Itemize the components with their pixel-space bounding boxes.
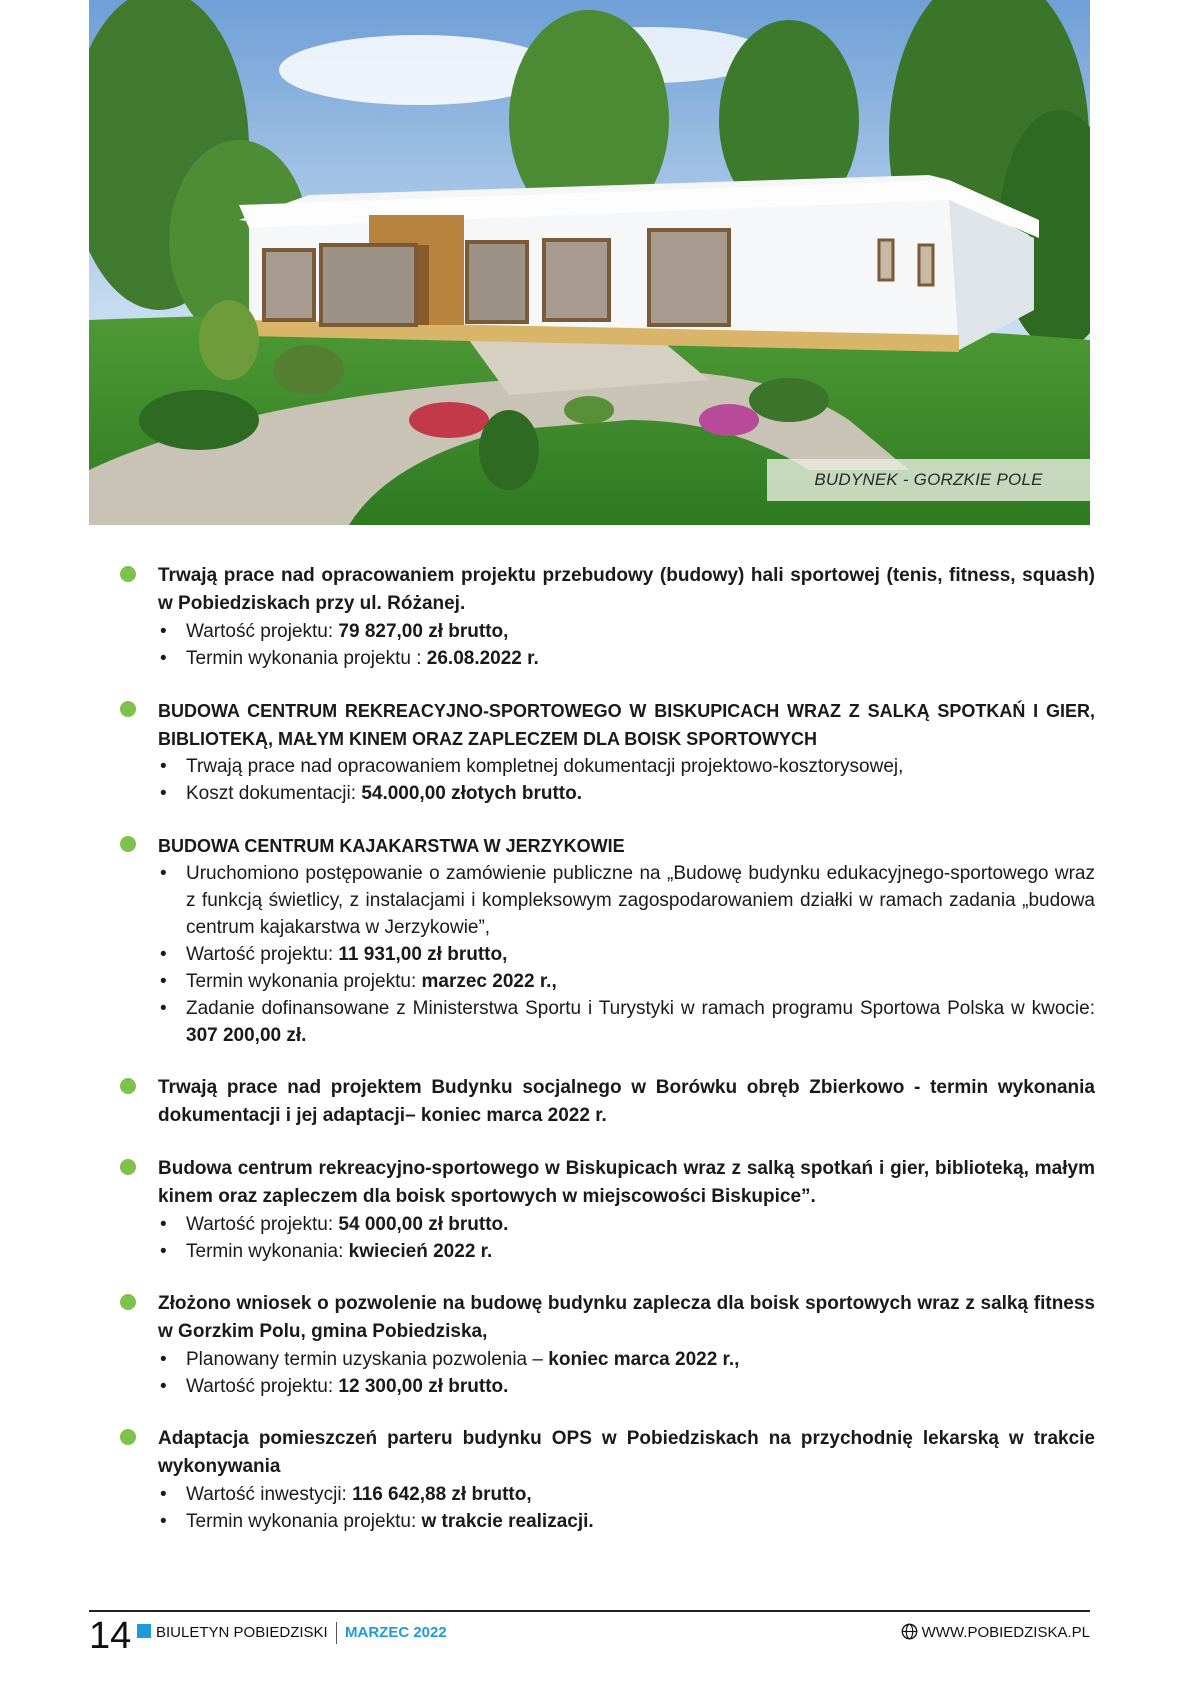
- footer-separator: [336, 1622, 337, 1644]
- item-text: Wartość projektu:: [186, 944, 339, 965]
- section-heading: Budowa centrum rekreacyjno-sportowego w Biskupicach wraz z salką spotkań i gier, biblioteką, małym kinem oraz zapleczem dla boisk sportowych w miejscowości Biskupice”.: [158, 1158, 1095, 1207]
- section-3: [120, 832, 1095, 1049]
- list-item: [158, 1508, 1095, 1535]
- list-item: [158, 1373, 1095, 1400]
- item-value: 54 000,00 zł brutto.: [338, 1214, 509, 1235]
- item-value: w trakcie realizacji.: [421, 1511, 594, 1532]
- photo-caption: BUDYNEK - GORZKIE POLE: [767, 459, 1090, 501]
- item-value: 12 300,00 zł brutto.: [338, 1376, 509, 1397]
- list-item: [158, 780, 1095, 807]
- section-heading: Trwają prace nad opracowaniem projektu przebudowy (budowy) hali sportowej (tenis, fitness, squash) w Pobiedziskach przy ul. Różanej.: [158, 565, 1095, 614]
- item-value: 11 931,00 zł brutto,: [338, 944, 508, 965]
- section-heading: BUDOWA CENTRUM KAJAKARSTWA W JERZYKOWIE: [158, 836, 625, 856]
- section-items: [120, 618, 1095, 672]
- item-text: Wartość projektu:: [186, 1376, 339, 1397]
- issue-date: MARZEC 2022: [345, 1624, 447, 1641]
- item-text: Termin wykonania projektu:: [186, 971, 422, 992]
- green-bullet-icon: [120, 701, 136, 717]
- green-bullet-icon: [120, 1159, 136, 1175]
- item-text: Trwają prace nad opracowaniem kompletnej dokumentacji projektowo-kosztorysowej,: [186, 756, 904, 777]
- item-value: 307 200,00 zł.: [186, 1025, 307, 1046]
- list-item: [158, 1346, 1095, 1373]
- section-heading: Złożono wniosek o pozwolenie na budowę budynku zaplecza dla boisk sportowych wraz z salką fitness w Gorzkim Polu, gmina Pobiedziska,: [158, 1293, 1095, 1342]
- globe-icon: [901, 1623, 918, 1640]
- section-heading: BUDOWA CENTRUM REKREACYJNO-SPORTOWEGO W BISKUPICACH WRAZ Z SALKĄ SPOTKAŃ I GIER, BIBLIOTEKĄ, MAŁYM KINEM ORAZ ZAPLECZEM DLA BOISK SPORTOWYCH: [158, 701, 1095, 749]
- building-illustration: [89, 0, 1090, 525]
- item-text: Koszt dokumentacji:: [186, 783, 362, 804]
- list-item: [158, 941, 1095, 968]
- item-text: Zadanie dofinansowane z Ministerstwa Sportu i Turystyki w ramach programu Sportowa Polska w kwocie:: [186, 998, 1095, 1019]
- list-item: [158, 753, 1095, 780]
- section-items: [120, 1481, 1095, 1535]
- list-item: [158, 645, 1095, 672]
- list-item: [158, 1211, 1095, 1238]
- green-bullet-icon: [120, 566, 136, 582]
- section-items: [120, 1211, 1095, 1265]
- publication-square-icon: [137, 1624, 151, 1638]
- page-footer: [89, 1612, 1090, 1662]
- list-item: [158, 1238, 1095, 1265]
- item-text: Planowany termin uzyskania pozwolenia –: [186, 1349, 549, 1370]
- item-text: Termin wykonania:: [186, 1241, 349, 1262]
- section-heading: Trwają prace nad projektem Budynku socjalnego w Borówku obręb Zbierkowo - termin wykonania dokumentacji i jej adaptacji– koniec marca 2022 r.: [158, 1077, 1095, 1126]
- green-bullet-icon: [120, 836, 136, 852]
- green-bullet-icon: [120, 1429, 136, 1445]
- building-photo: [89, 0, 1090, 525]
- item-text: Wartość inwestycji:: [186, 1484, 353, 1505]
- item-text: Termin wykonania projektu :: [186, 648, 427, 669]
- list-item: [158, 860, 1095, 941]
- publication-name: BIULETYN POBIEDZISKI: [156, 1624, 328, 1641]
- section-1: [120, 562, 1095, 672]
- item-value: 116 642,88 zł brutto,: [352, 1484, 532, 1505]
- section-2: [120, 697, 1095, 807]
- section-6: [120, 1290, 1095, 1400]
- article-content: [120, 562, 1095, 1560]
- green-bullet-icon: [120, 1078, 136, 1094]
- item-value: 26.08.2022 r.: [426, 648, 539, 669]
- list-item: [158, 1481, 1095, 1508]
- item-text: Wartość projektu:: [186, 621, 339, 642]
- item-value: 79 827,00 zł brutto,: [338, 621, 509, 642]
- section-items: [120, 1346, 1095, 1400]
- item-value: kwiecień 2022 r.: [348, 1241, 493, 1262]
- section-5: [120, 1155, 1095, 1265]
- item-value: 54.000,00 złotych brutto.: [361, 783, 582, 804]
- section-items: [120, 860, 1095, 1049]
- item-value: koniec marca 2022 r.,: [548, 1349, 740, 1370]
- list-item: [158, 968, 1095, 995]
- section-7: [120, 1425, 1095, 1535]
- list-item: [158, 995, 1095, 1049]
- item-text: Termin wykonania projektu:: [186, 1511, 422, 1532]
- website-link[interactable]: WWW.POBIEDZISKA.PL: [921, 1624, 1090, 1641]
- item-text: Uruchomiono postępowanie o zamówienie publiczne na „Budowę budynku edukacyjnego-sportowego wraz z funkcją świetlicy, z instalacjami i kompleksowym zagospodarowaniem działki w ramach zadania „budowa centrum kajakarstwa w Jerzykowie”,: [186, 863, 1095, 938]
- section-heading: Adaptacja pomieszczeń parteru budynku OPS w Pobiedziskach na przychodnię lekarską w trakcie wykonywania: [158, 1428, 1095, 1477]
- page-number: 14: [89, 1615, 132, 1657]
- list-item: [158, 618, 1095, 645]
- section-items: [120, 753, 1095, 807]
- item-value: marzec 2022 r.,: [421, 971, 557, 992]
- item-text: Wartość projektu:: [186, 1214, 339, 1235]
- section-4: [120, 1074, 1095, 1130]
- green-bullet-icon: [120, 1294, 136, 1310]
